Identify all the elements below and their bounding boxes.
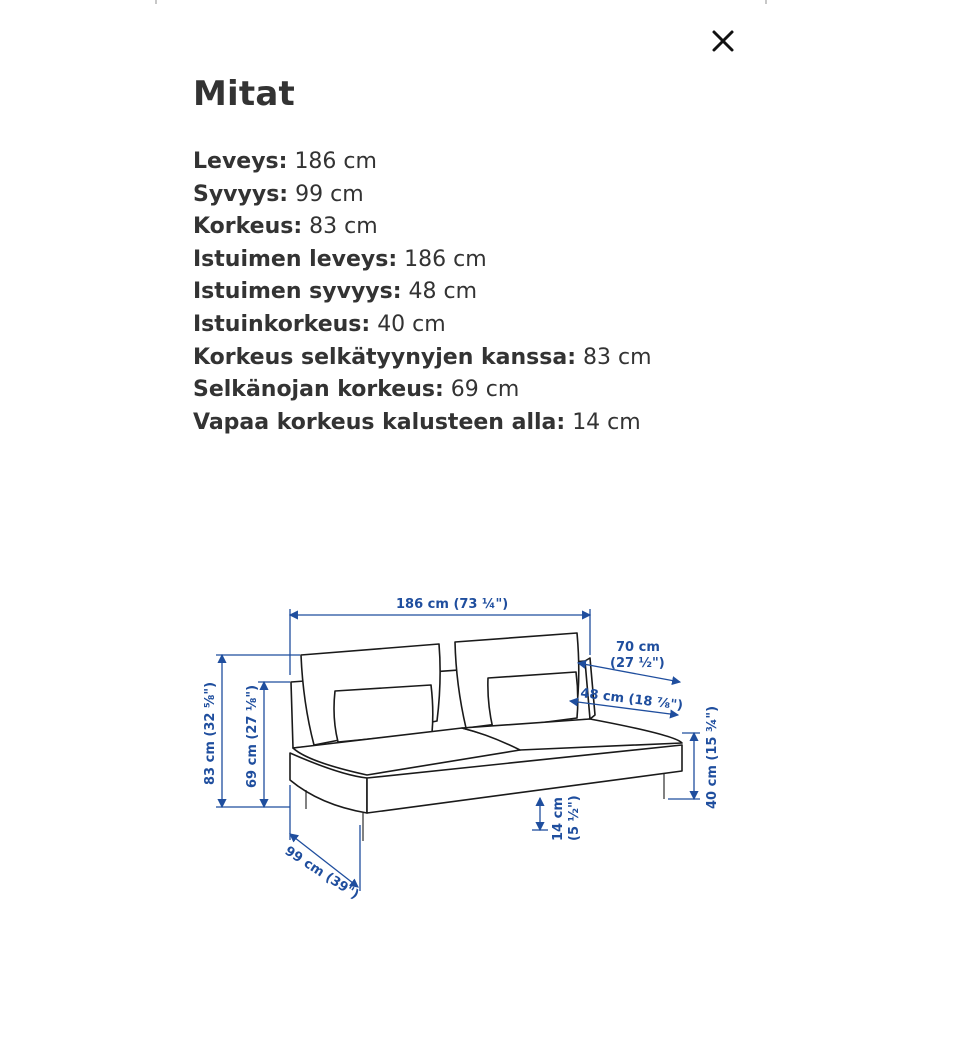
depth-top-label-1: 70 cm (616, 640, 660, 655)
height-label: 83 cm (32 ⅝") (203, 681, 218, 785)
dimension-row-height (193, 211, 652, 244)
dimension-row-clearance (193, 407, 652, 440)
dimension-value: 40 cm (377, 311, 446, 337)
dimension-label: Vapaa korkeus kalusteen alla: (193, 409, 566, 435)
dimension-label: Korkeus: (193, 214, 303, 240)
dimension-label: Korkeus selkätyynyjen kanssa: (193, 344, 576, 370)
dimension-value: 48 cm (408, 279, 478, 305)
dimension-value: 83 cm (309, 214, 378, 240)
page-title: Mitat (193, 74, 295, 114)
width-label: 186 cm (73 ¼") (396, 597, 509, 612)
dimensions-list (193, 146, 652, 439)
dimension-value: 99 cm (295, 181, 364, 207)
dimension-label: Syvyys: (193, 181, 289, 207)
dimension-value: 186 cm (294, 149, 377, 174)
dimension-row-height-cushions (193, 342, 652, 375)
depth-label: 99 cm (39") (281, 843, 362, 903)
dimension-row-seat-width (193, 244, 652, 277)
clearance-label-1: 14 cm (551, 797, 566, 841)
dimension-value: 14 cm (572, 409, 641, 435)
seat-depth-label: 48 cm (18 ⅞") (579, 686, 684, 714)
dimension-label: Istuimen syvyys: (193, 279, 402, 305)
dimension-row-seat-height (193, 309, 652, 342)
close-button[interactable] (704, 22, 742, 60)
back-height-label: 69 cm (27 ⅛") (245, 684, 260, 788)
dimension-label: Istuinkorkeus: (193, 311, 371, 337)
dimension-row-seat-depth (193, 276, 652, 309)
sofa-dimension-diagram (190, 585, 730, 915)
sheet-edge-left (155, 0, 157, 4)
sheet-edge-right (765, 0, 767, 4)
seat-height-label: 40 cm (15 ¾") (705, 705, 720, 809)
dimension-row-width (193, 146, 652, 179)
dimension-row-depth (193, 179, 652, 212)
clearance-label-2: (5 ½") (567, 795, 582, 841)
dimension-value: 83 cm (583, 344, 652, 370)
dimension-label: Istuimen leveys: (193, 246, 398, 272)
close-icon (704, 22, 742, 60)
dimension-label: Selkänojan korkeus: (193, 377, 444, 403)
dimension-row-backrest-height (193, 374, 652, 407)
depth-top-label-2: (27 ½") (610, 656, 665, 671)
dimension-value: 69 cm (450, 377, 520, 403)
dimension-label: Leveys: (193, 149, 288, 174)
dimension-value: 186 cm (404, 246, 487, 272)
